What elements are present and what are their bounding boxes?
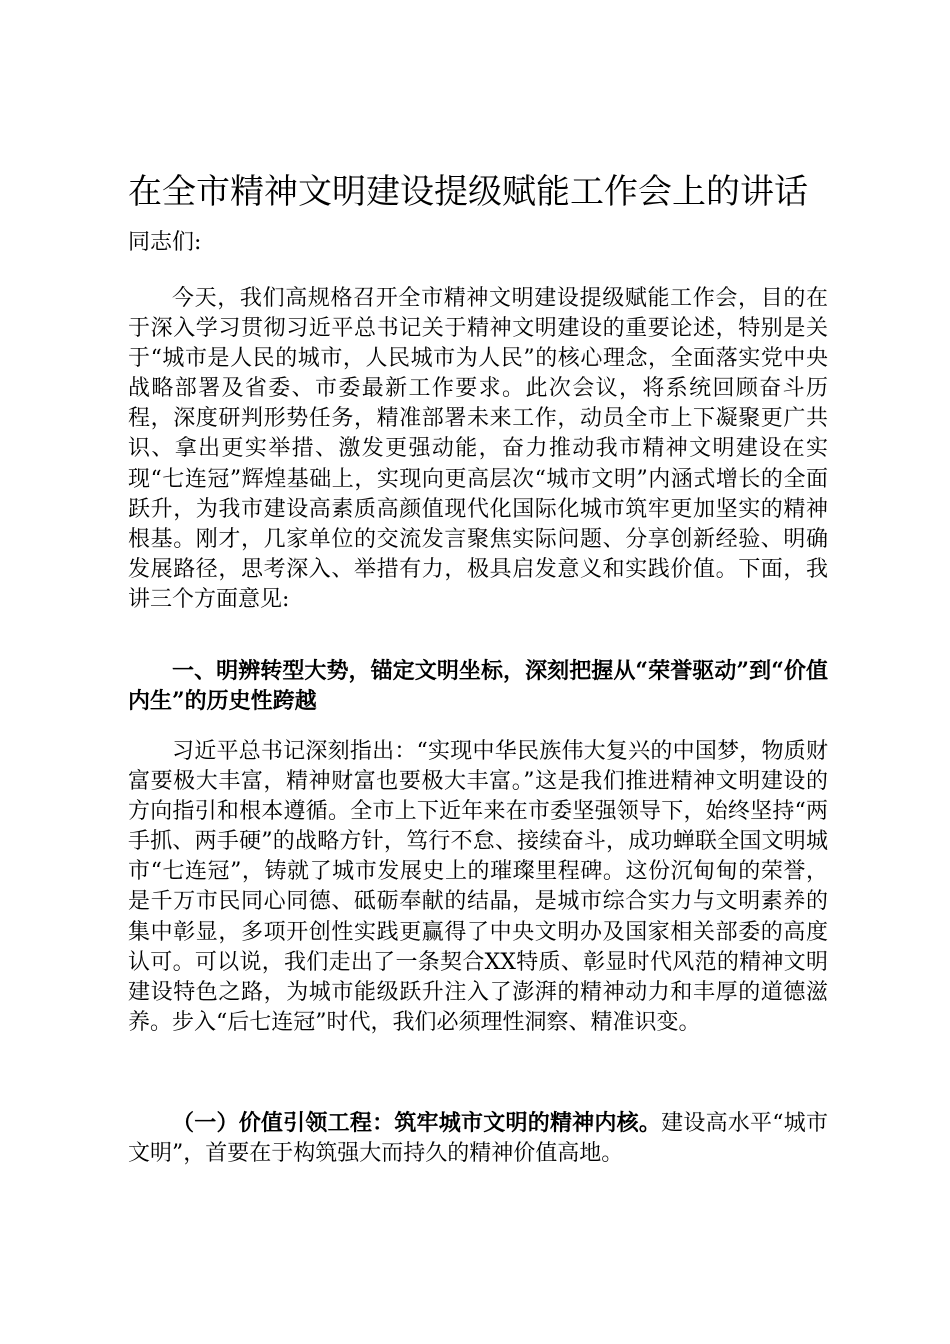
section-heading-1: 一、明辨转型大势，锚定文明坐标，深刻把握从“荣誉驱动”到“价值内生”的历史性跨越 [128, 658, 828, 714]
document-title: 在全市精神文明建设提级赋能工作会上的讲话 [128, 172, 808, 212]
subsection-heading: （一）价值引领工程：筑牢城市文明的精神内核。 [172, 1110, 662, 1136]
salutation: 同志们: [128, 230, 202, 255]
paragraph-section-1: 习近平总书记深刻指出：“实现中华民族伟大复兴的中国梦，物质财富要极大丰富，精神财富也要极大丰富。”这是我们推进精神文明建设的方向指引和根本遵循。全市上下近年来在市委坚强领导下，始终坚持“两手抓、两手硬”的战略方针，笃行不怠、接续奋斗，成功蝉联全国文明城市“七连冠”，铸就了城市发展史上的璀璨里程碑。这份沉甸甸的荣誉，是千万市民同心同德、砥砺奉献的结晶，是城市综合实力与文明素养的集中彰显，多项开创性实践更赢得了中央文明办及国家相关部委的高度认可。可以说，我们走出了一条契合XX特质、彰显时代风范的精神文明建设特色之路，为城市能级跃升注入了澎湃的精神动力和丰厚的道德滋养。步入“后七连冠”时代，我们必须理性洞察、精准识变。 [128, 739, 828, 1035]
subsection-text: 建设高水平“城市文明”，首要在于构筑强大而持久的精神价值高地。 [128, 1111, 828, 1167]
paragraph-opening: 今天，我们高规格召开全市精神文明建设提级赋能工作会，目的在于深入学习贯彻习近平总书记关于精神文明建设的重要论述，特别是关于“城市是人民的城市，人民城市为人民”的核心理念，全面落实党中央战略部署及省委、市委最新工作要求。此次会议，将系统回顾奋斗历程，深度研判形势任务，精准部署未来工作，动员全市上下凝聚更广共识、拿出更实举措、激发更强动能，奋力推动我市精神文明建设在实现“七连冠”辉煌基础上，实现向更高层次“城市文明”内涵式增长的全面跃升，为我市建设高素质高颜值现代化国际化城市筑牢更加坚实的精神根基。刚才，几家单位的交流发言聚焦实际问题、分享创新经验、明确发展路径，思考深入、举措有力，极具启发意义和实践价值。下面，我讲三个方面意见: [128, 286, 828, 612]
paragraph-subsection-1 [128, 1108, 828, 1169]
